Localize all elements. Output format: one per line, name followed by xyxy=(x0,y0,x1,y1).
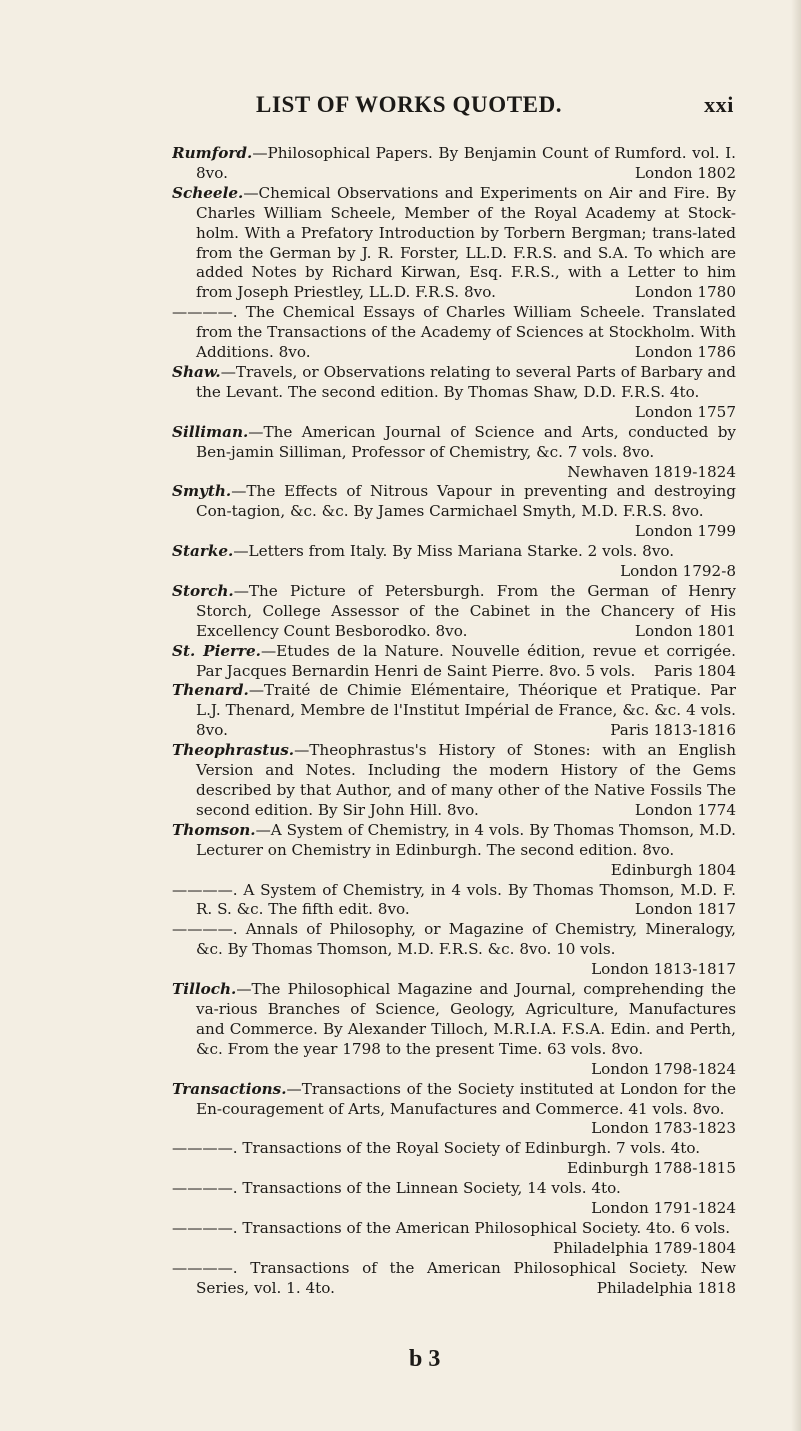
entry-author: Silliman. xyxy=(172,422,249,441)
entry-description: —Philosophical Papers. By Benjamin Count of Rumford. vol. I. 8vo. xyxy=(196,144,736,182)
entry-imprint: London 1786 xyxy=(634,343,736,362)
entry-imprint: London 1791-1824 xyxy=(591,1199,736,1218)
bibliography-entry xyxy=(172,1179,736,1219)
signature-mark: b 3 xyxy=(409,1346,441,1372)
bibliography-entry xyxy=(172,681,736,741)
entry-imprint: London 1799 xyxy=(634,522,736,541)
bibliography-entry xyxy=(172,184,736,303)
entry-author: Theophrastus. xyxy=(172,741,295,760)
entry-imprint: Edinburgh 1804 xyxy=(610,860,736,879)
bibliography-entry xyxy=(172,144,736,184)
entry-imprint: London 1802 xyxy=(634,163,736,182)
entry-description: —Theophrastus's History of Stones: with an English Version and Notes. Including the modern History of the Gems described by that Author, and of many other of the Native Fossils The second edition. By Sir John Hill. 8vo. xyxy=(196,741,736,819)
bibliography-entry xyxy=(172,920,736,980)
entry-imprint: London 1813-1817 xyxy=(591,960,736,979)
bibliography-entry xyxy=(172,482,736,542)
entry-description: ————. Transactions of the American Philosophical Society. 4to. 6 vols. xyxy=(172,1218,731,1237)
entry-description: ————. A System of Chemistry, in 4 vols. By Thomas Thomson, M.D. F. R. S. &c. The fifth edit. 8vo. xyxy=(172,880,736,919)
bibliography-entry xyxy=(172,1080,736,1140)
entry-description: ————. Transactions of the Linnean Society, 14 vols. 4to. xyxy=(172,1179,621,1198)
bibliography-entry xyxy=(172,303,736,363)
entry-imprint: London 1792-8 xyxy=(620,562,736,581)
bibliography-entry xyxy=(172,1219,736,1259)
entry-author: Shaw. xyxy=(172,362,221,381)
bibliography-entry xyxy=(172,741,736,821)
bibliography-entry xyxy=(172,423,736,483)
bibliography-entry xyxy=(172,980,736,1080)
entry-author: Tilloch. xyxy=(172,980,237,999)
entry-description: —Traité de Chimie Elémentaire, Théorique et Pratique. Par L.J. Thenard, Membre de l'Institut Impérial de France, &c. &c. 4 vols. 8vo. xyxy=(196,681,736,740)
bibliography-entry xyxy=(172,821,736,881)
entry-imprint: London 1801 xyxy=(634,621,736,640)
entry-imprint: London 1798-1824 xyxy=(591,1059,736,1078)
bibliography-entry xyxy=(172,642,736,682)
entry-imprint: Newhaven 1819-1824 xyxy=(567,462,736,481)
entry-description: —Letters from Italy. By Miss Mariana Starke. 2 vols. 8vo. xyxy=(233,542,675,561)
entry-author: Rumford. xyxy=(172,144,253,162)
entry-description: ————. Transactions of the Royal Society of Edinburgh. 7 vols. 4to. xyxy=(172,1139,701,1158)
entry-author: Storch. xyxy=(172,581,234,600)
entry-imprint: Paris 1813-1816 xyxy=(610,721,736,740)
entry-description: —A System of Chemistry, in 4 vols. By Thomas Thomson, M.D. Lecturer on Chemistry in Edinburgh. The second edition. 8vo. xyxy=(196,820,736,859)
entry-imprint: Paris 1804 xyxy=(654,661,736,680)
entry-author: Scheele. xyxy=(172,183,244,202)
bibliography-entry xyxy=(172,582,736,642)
entry-imprint: London 1774 xyxy=(634,800,736,819)
entry-description: —Chemical Observations and Experiments on Air and Fire. By Charles William Scheele, Member of the Royal Academy at Stock-holm. With a Prefatory Introduction by Torbern Bergman; trans-lated from the German by J. R. Forster, LL.D. F.R.S. and S.A. To which are added Notes by Richard Kirwan, Esq. F.R.S., with a Letter to him from Joseph Priestley, LL.D. F.R.S. 8vo. xyxy=(196,183,736,302)
entry-description: ————. The Chemical Essays of Charles William Scheele. Translated from the Transactions of the Academy of Sciences at Stockholm. With Additions. 8vo. xyxy=(172,303,736,362)
entry-description: —Travels, or Observations relating to several Parts of Barbary and the Levant. The second edition. By Thomas Shaw, D.D. F.R.S. 4to. xyxy=(196,362,736,401)
bibliography-entry xyxy=(172,881,736,921)
entry-imprint: London 1783-1823 xyxy=(591,1119,736,1138)
entry-description: ————. Annals of Philosophy, or Magazine of Chemistry, Mineralogy, &c. By Thomas Thomson, M.D. F.R.S. &c. 8vo. 10 vols. xyxy=(172,920,736,959)
entry-imprint: Edinburgh 1788-1815 xyxy=(567,1159,736,1178)
entry-description: ————. Transactions of the American Philosophical Society. New Series, vol. 1. 4to. xyxy=(172,1258,736,1297)
page-edge-shadow xyxy=(791,0,801,1431)
entry-author: Thomson. xyxy=(172,820,256,839)
bibliography-list xyxy=(172,144,736,1299)
entry-description: —The American Journal of Science and Arts, conducted by Ben-jamin Silliman, Professor of Chemistry, &c. 7 vols. 8vo. xyxy=(196,422,736,461)
entry-author: Thenard. xyxy=(172,681,249,700)
entry-author: Transactions. xyxy=(172,1079,287,1098)
entry-imprint: London 1757 xyxy=(634,402,736,421)
entry-imprint: Philadelphia 1818 xyxy=(596,1278,736,1297)
entry-description: —Etudes de la Nature. Nouvelle édition, revue et corrigée. Par Jacques Bernardin Henri de Saint Pierre. 8vo. 5 vols. xyxy=(196,641,736,680)
entry-description: —The Effects of Nitrous Vapour in preventing and destroying Con-tagion, &c. &c. By James Carmichael Smyth, M.D. F.R.S. 8vo. xyxy=(196,482,736,521)
entry-description: —The Picture of Petersburgh. From the German of Henry Storch, College Assessor of the Cabinet in the Chancery of His Excellency Count Besborodko. 8vo. xyxy=(196,581,736,640)
entry-imprint: London 1817 xyxy=(634,900,736,919)
entry-description: —The Philosophical Magazine and Journal, comprehending the va-rious Branches of Science, Geology, Agriculture, Manufactures and Commerce. By Alexander Tilloch, M.R.I.A. F.S.A. Edin. and Perth, &c. From the year 1798 to the present Time. 63 vols. 8vo. xyxy=(196,980,736,1058)
page-number: xxi xyxy=(704,92,734,117)
entry-imprint: London 1780 xyxy=(634,283,736,302)
bibliography-entry xyxy=(172,363,736,423)
entry-author: St. Pierre. xyxy=(172,641,261,660)
bibliography-entry xyxy=(172,542,736,582)
bibliography-entry xyxy=(172,1139,736,1179)
running-title: LIST OF WORKS QUOTED. xyxy=(256,92,563,117)
entry-imprint: Philadelphia 1789-1804 xyxy=(552,1238,736,1257)
entry-description: —Transactions of the Society instituted at London for the En-couragement of Arts, Manufactures and Commerce. 41 vols. 8vo. xyxy=(196,1079,736,1118)
bibliography-entry xyxy=(172,1259,736,1299)
entry-author: Smyth. xyxy=(172,482,232,501)
entry-author: Starke. xyxy=(172,542,234,561)
